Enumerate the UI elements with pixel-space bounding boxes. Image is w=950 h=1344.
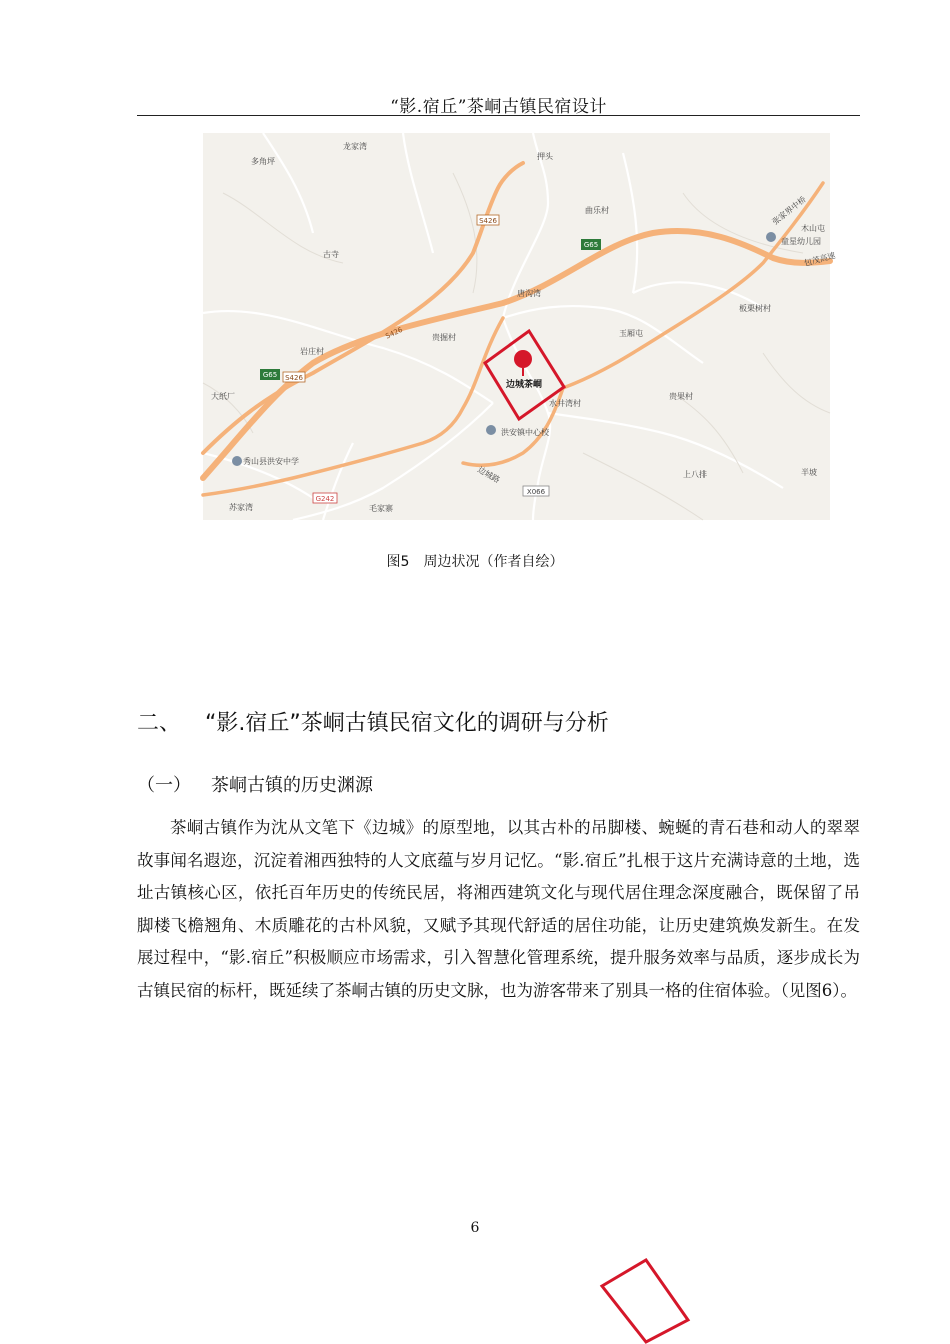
school-poi-icon xyxy=(486,425,496,435)
label-dazhichang: 大纸厂 xyxy=(211,392,235,401)
body-paragraph: 茶峒古镇作为沈从文笔下《边城》的原型地，以其古朴的吊脚楼、蜿蜒的青石巷和动人的翠翠故事闻名遐迩，沉淀着湘西独特的人文底蕴与岁月记忆。“影.宿丘”扎根于这片充满诗意的土地，选址古镇核心区，依托百年历史的传统民居，将湘西建筑文化与现代居住理念深度融合，既保留了吊脚楼飞檐翘角、木质雕花的古朴风貌，又赋予其现代舒适的居住功能，让历史建筑焕发新生。在发展过程中，“影.宿丘”积极顺应市场需求，引入智慧化管理系统，提升服务效率与品质，逐步成长为古镇民宿的标杆，既延续了茶峒古镇的历史文脉，也为游客带来了别具一格的住宿体验。（见图6）。 xyxy=(137,818,860,1000)
label-tanggouwan: 唐沟湾 xyxy=(517,289,541,298)
subsection-title: 茶峒古镇的历史渊源 xyxy=(211,775,373,796)
label-biancheng-chadong: 边城茶峒 xyxy=(506,380,543,390)
shield-s426-top: S426 xyxy=(479,217,497,225)
label-duozhouping: 多角坪 xyxy=(251,157,275,166)
section-heading xyxy=(137,706,609,737)
label-guzi: 古寺 xyxy=(323,250,339,259)
label-shangbapai: 上八排 xyxy=(683,470,707,479)
label-guiguocun: 贵果村 xyxy=(669,392,693,401)
label-yuxiangtun: 玉厢屯 xyxy=(619,329,643,338)
label-mushan: 木山屯 xyxy=(801,224,825,233)
shield-g242: G242 xyxy=(315,495,335,503)
shield-s426-left: S426 xyxy=(285,374,303,382)
label-kindergarten: 童星幼儿园 xyxy=(781,237,821,246)
shield-s426-mid: S426 xyxy=(384,325,404,341)
label-longjiawan: 龙家湾 xyxy=(343,142,367,151)
label-maojiazhai: 毛家寨 xyxy=(369,504,393,513)
figure-caption: 图5 周边状况（作者自绘） xyxy=(386,554,564,570)
label-guijuecun: 贵掘村 xyxy=(432,333,456,342)
section-title: “影.宿丘”茶峒古镇民宿文化的调研与分析 xyxy=(205,711,609,736)
location-pin-icon xyxy=(514,350,532,368)
label-biancheng-road: 边城路 xyxy=(476,464,502,485)
section-number: 二、 xyxy=(137,711,182,736)
school-poi-icon xyxy=(232,456,242,466)
school-poi-icon xyxy=(766,232,776,242)
label-yanzhuangcun: 岩庄村 xyxy=(300,347,324,356)
label-sujiawan: 苏家湾 xyxy=(229,503,253,512)
running-header: “影.宿丘”茶峒古镇民宿设计 xyxy=(390,97,607,117)
header-rule xyxy=(137,115,860,116)
label-shuijingwancun: 水井湾村 xyxy=(549,399,581,408)
shield-x066: X066 xyxy=(526,488,546,496)
surroundings-map xyxy=(203,133,837,520)
label-xiushan-school: 秀山县洪安中学 xyxy=(243,457,299,466)
page-number: 6 xyxy=(470,1220,480,1236)
label-qulecun: 曲乐村 xyxy=(585,206,609,215)
label-bandengshucun: 板栗树村 xyxy=(739,304,771,313)
subsection-heading xyxy=(137,771,373,797)
label-zhangjiajie: 张家界中桥 xyxy=(770,194,808,227)
subsection-number: （一） xyxy=(137,775,191,796)
label-banpo: 半坡 xyxy=(801,468,817,477)
label-zhatou: 押头 xyxy=(537,152,553,161)
label-hongan-school: 洪安镇中心校 xyxy=(501,428,549,437)
red-frame-mark xyxy=(600,1258,695,1344)
label-baoli: 包茂高速 xyxy=(803,250,837,268)
shield-g65-left: G65 xyxy=(262,371,278,379)
shield-g65-top: G65 xyxy=(583,241,599,249)
